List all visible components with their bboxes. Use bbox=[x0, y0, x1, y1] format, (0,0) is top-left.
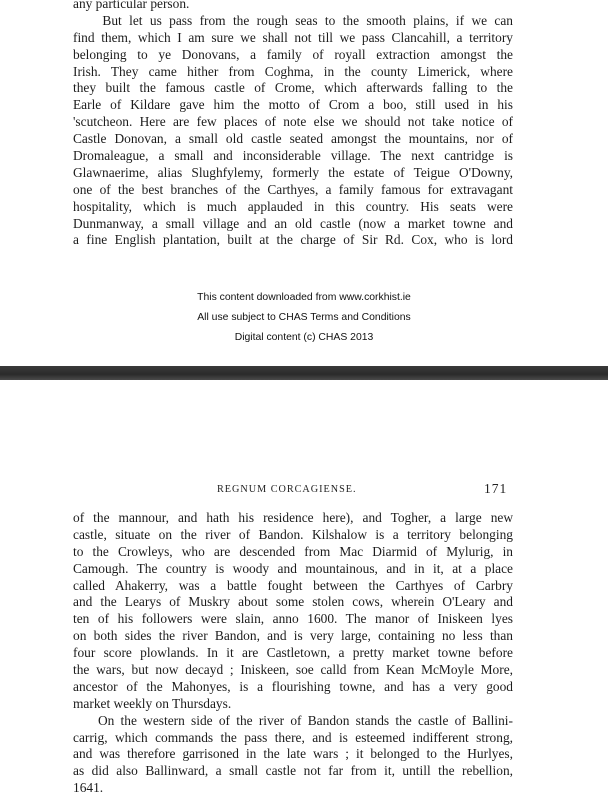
text-line: called Ahakerry, was a battle fought between the Carthyes of Carbry bbox=[73, 577, 513, 593]
text-line: Castle Donovan, a small old castle seated amongst the mountains, nor of bbox=[73, 131, 513, 147]
text-line: as did also Ballinward, a small castle not far from it, untill the rebellion, bbox=[73, 763, 513, 779]
text-line: But let us pass from the rough seas to the smooth plains, if we can bbox=[73, 12, 513, 28]
text-line: belonging to ye Donovans, a family of royall extraction amongst the bbox=[73, 46, 513, 62]
text-line: 1641. bbox=[73, 780, 104, 796]
scanned-page-bottom bbox=[0, 380, 608, 798]
text-line: Earle of Kildare gave him the motto of Crom a boo, still used in his bbox=[73, 97, 513, 113]
text-line: Dunmanway, a small village and an old castle (now a market towne and bbox=[73, 215, 513, 231]
download-notice bbox=[0, 288, 608, 348]
notice-line-terms: All use subject to CHAS Terms and Conditions bbox=[197, 312, 411, 323]
page-separator bbox=[0, 366, 608, 380]
notice-line-source: This content downloaded from www.corkhist.ie bbox=[197, 292, 411, 303]
text-line: On the western side of the river of Bandon stands the castle of Ballini- bbox=[73, 712, 513, 728]
text-line: hospitality, which is much applauded in this country. His seats were bbox=[73, 198, 513, 214]
top-page-text bbox=[73, 0, 513, 249]
scanned-page-top bbox=[0, 0, 608, 366]
text-line: to the Crowleys, who are descended from Mac Diarmid of Mylurig, in bbox=[73, 543, 513, 559]
bottom-page-text bbox=[73, 510, 513, 797]
running-head: REGNUM CORCAGIENSE. bbox=[217, 484, 357, 495]
text-line: of the mannour, and hath his residence here), and Togher, a large new bbox=[73, 510, 513, 525]
text-line: Glawnaerime, alias Slughfylemy, formerly the estate of Teigue O'Downy, bbox=[73, 164, 513, 180]
text-line: and the Learys of Muskry about some stolen cows, wherein O'Leary and bbox=[73, 594, 513, 610]
text-line: Camough. The country is woody and mountainous, and in it, at a place bbox=[73, 560, 513, 576]
notice-line-copyright: Digital content (c) CHAS 2013 bbox=[234, 332, 374, 343]
text-line: ten of his followers were slain, anno 1600. The manor of Iniskeen lyes bbox=[73, 611, 513, 627]
text-line: ancestor of the Mahonyes, is a flourishing towne, and has a very good bbox=[73, 678, 513, 694]
text-line: on both sides the river Bandon, and is very large, containing no less than bbox=[73, 628, 513, 644]
text-line: Dromaleague, a small and inconsiderable village. The next cantridge is bbox=[73, 148, 513, 164]
text-line: the wars, but now decayd ; Iniskeen, soe calld from Kean McMoyle More, bbox=[73, 662, 513, 678]
text-line: one of the best branches of the Carthyes, a family famous for extravagant bbox=[73, 181, 513, 197]
text-line: they built the famous castle of Crome, which afterwards falling to the bbox=[73, 80, 513, 96]
text-line: carrig, which commands the pass there, and is esteemed indifferent strong, bbox=[73, 729, 513, 745]
page-number: 171 bbox=[484, 481, 508, 496]
text-line: and was therefore garrisoned in the late wars ; it belonged to the Hurlyes, bbox=[73, 746, 513, 762]
text-line: 'scutcheon. Here are few places of note else we should not take notice of bbox=[73, 114, 513, 130]
text-line: castle, situate on the river of Bandon. Kilshalow is a territory belonging bbox=[73, 526, 513, 542]
text-line: Irish. They came hither from Coghma, in the county Limerick, where bbox=[73, 63, 513, 79]
text-line: any particular person. bbox=[73, 0, 190, 11]
text-line: find them, which I am sure we shall not till we pass Clancahill, a territory bbox=[73, 29, 513, 45]
text-line: a fine English plantation, built at the charge of Sir Rd. Cox, who is lord bbox=[73, 232, 513, 248]
page-header bbox=[0, 481, 608, 504]
text-line: market weekly on Thursdays. bbox=[73, 695, 232, 711]
text-line: four score plowlands. In it are Castletown, a pretty market towne before bbox=[73, 645, 513, 661]
